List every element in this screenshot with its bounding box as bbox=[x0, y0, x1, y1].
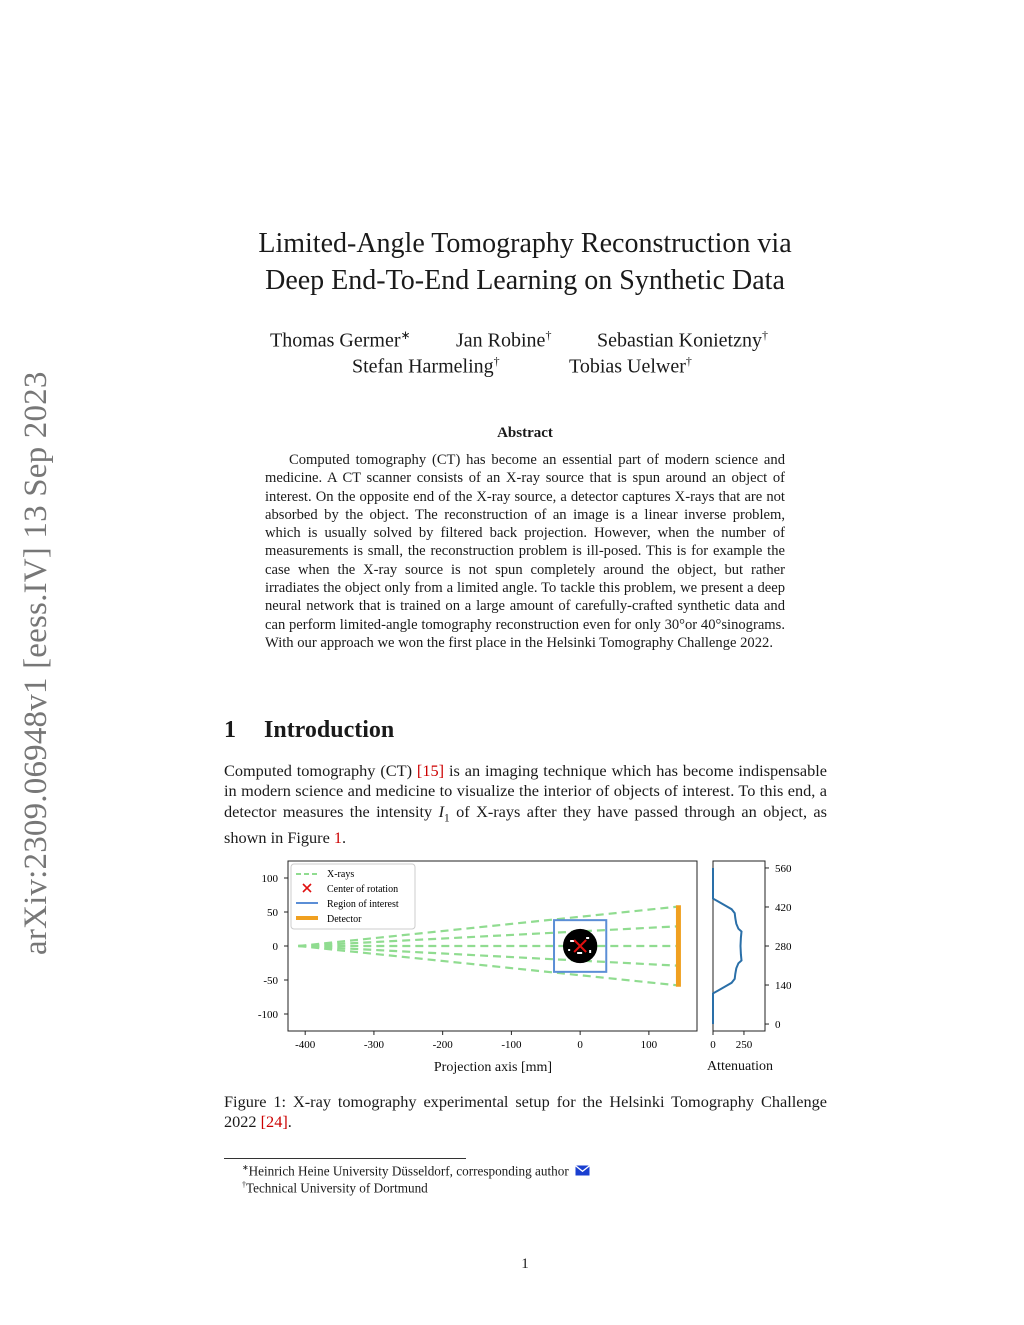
abstract-heading: Abstract bbox=[497, 425, 553, 441]
attenuation-curve bbox=[713, 868, 742, 1024]
x-tick-label: -100 bbox=[501, 1039, 522, 1051]
object-mark-0 bbox=[570, 940, 574, 942]
object-mark-4 bbox=[568, 949, 570, 951]
att-y-tick-label: 0 bbox=[775, 1019, 781, 1032]
attenuation-axis-label: Attenuation bbox=[706, 1059, 774, 1074]
att-x-tick-label: 250 bbox=[735, 1039, 753, 1051]
object-mark-1 bbox=[586, 937, 589, 939]
footnote-1: ∗Heinrich Heine University Düsseldorf, corresponding author bbox=[242, 1163, 590, 1179]
author-2: Jan Robine† bbox=[456, 328, 552, 352]
y-tick-label: 0 bbox=[272, 941, 278, 953]
y-tick-label: -50 bbox=[263, 975, 278, 987]
section-title: Introduction bbox=[264, 717, 395, 743]
abstract-body: Computed tomography (CT) has become an essential part of modern science and medicine. A CT scanner consists of an X-ray source that is spun around an object of interest. On the opposite end of the X-ray source, a detector captures X-rays that are not absorbed by the object. The reconstruction of an image is a linear inverse problem, which is usually solved by filtered back projection. However, when the number of measurements is small, the reconstruction problem is ill-posed. This is for example the case when the X-ray source is not spun completely around the object, but rather irradiates the object only from a limited angle. To tackle this problem, we present a deep neural network that is trained on a large amount of carefully-crafted synthetic data and can perform limited-angle tomography reconstruction even for only 30°or 40°sinograms. With our approach we won the first place in the Helsinki Tomography Challenge 2022. bbox=[265, 452, 785, 651]
section-heading bbox=[224, 717, 394, 744]
citation-link[interactable]: [15] bbox=[416, 761, 445, 780]
page-number: 1 bbox=[521, 1256, 529, 1272]
setup-x-ticks bbox=[295, 1031, 658, 1051]
author-1: Thomas Germer∗ bbox=[270, 328, 411, 352]
att-y-tick-label: 560 bbox=[775, 862, 792, 875]
arxiv-identifier: arXiv:2309.06948v1 [eess.IV] 13 Sep 2023 bbox=[18, 371, 54, 955]
setup-y-ticks bbox=[258, 873, 288, 1021]
setup-x-axis-label: Projection axis [mm] bbox=[433, 1060, 553, 1075]
xray-beam-4 bbox=[298, 946, 678, 985]
title-line-1: Limited-Angle Tomography Reconstruction via bbox=[258, 228, 792, 259]
y-tick-label: 100 bbox=[261, 873, 278, 885]
att-y-tick-label: 140 bbox=[775, 980, 792, 993]
x-tick-label: -300 bbox=[363, 1039, 385, 1051]
y-tick-label: -100 bbox=[257, 1009, 278, 1021]
legend-roi: Region of interest bbox=[327, 899, 399, 910]
footnote-rule bbox=[224, 1158, 466, 1159]
xray-beam-3 bbox=[298, 946, 678, 966]
x-tick-label: 0 bbox=[577, 1039, 583, 1051]
attenuation-y-ticks bbox=[765, 863, 792, 1031]
intro-paragraph: Computed tomography (CT) [15] is an imaging technique which has become indispensable in modern science and medicine to visualize the interior of objects of interest. To this end, a detector measures the intensity $I_1$ of X-rays after they have passed through an object, as shown in Figure 1. bbox=[224, 761, 827, 848]
paper-title bbox=[200, 225, 850, 299]
att-x-tick-label: 0 bbox=[710, 1039, 716, 1051]
title-line-2: Deep End-To-End Learning on Synthetic Data bbox=[265, 265, 785, 296]
x-tick-label: -400 bbox=[295, 1039, 316, 1051]
envelope-icon[interactable] bbox=[575, 1165, 590, 1176]
attenuation-plot-frame bbox=[713, 861, 765, 1031]
legend-xrays: X-rays bbox=[327, 869, 355, 880]
x-tick-label: -200 bbox=[432, 1039, 453, 1051]
legend-detector: Detector bbox=[327, 914, 362, 925]
object-mark-3 bbox=[589, 950, 591, 953]
attenuation-plot bbox=[707, 861, 792, 1074]
x-tick-label: 100 bbox=[640, 1039, 658, 1051]
object-mark-2 bbox=[577, 952, 582, 954]
figure-caption: Figure 1: X-ray tomography experimental setup for the Helsinki Tomography Challenge 2022 [24]. bbox=[224, 1092, 827, 1132]
author-3: Sebastian Konietzny† bbox=[597, 328, 768, 352]
figure-link[interactable]: 1 bbox=[333, 828, 343, 848]
att-y-tick-label: 280 bbox=[775, 941, 792, 953]
legend bbox=[291, 864, 415, 929]
setup-plot bbox=[258, 861, 697, 1075]
legend-center: Center of rotation bbox=[327, 884, 399, 895]
y-tick-label: 50 bbox=[267, 907, 278, 919]
author-4: Stefan Harmeling† bbox=[352, 354, 500, 378]
caption-citation-link[interactable]: [24] bbox=[260, 1112, 288, 1132]
section-number: 1 bbox=[224, 717, 236, 743]
attenuation-x-ticks bbox=[710, 1031, 752, 1051]
figure-1 bbox=[245, 855, 805, 1080]
author-5: Tobias Uelwer† bbox=[569, 354, 692, 378]
footnote-2: †Technical University of Dortmund bbox=[242, 1180, 428, 1196]
att-y-tick-label: 420 bbox=[775, 901, 792, 914]
